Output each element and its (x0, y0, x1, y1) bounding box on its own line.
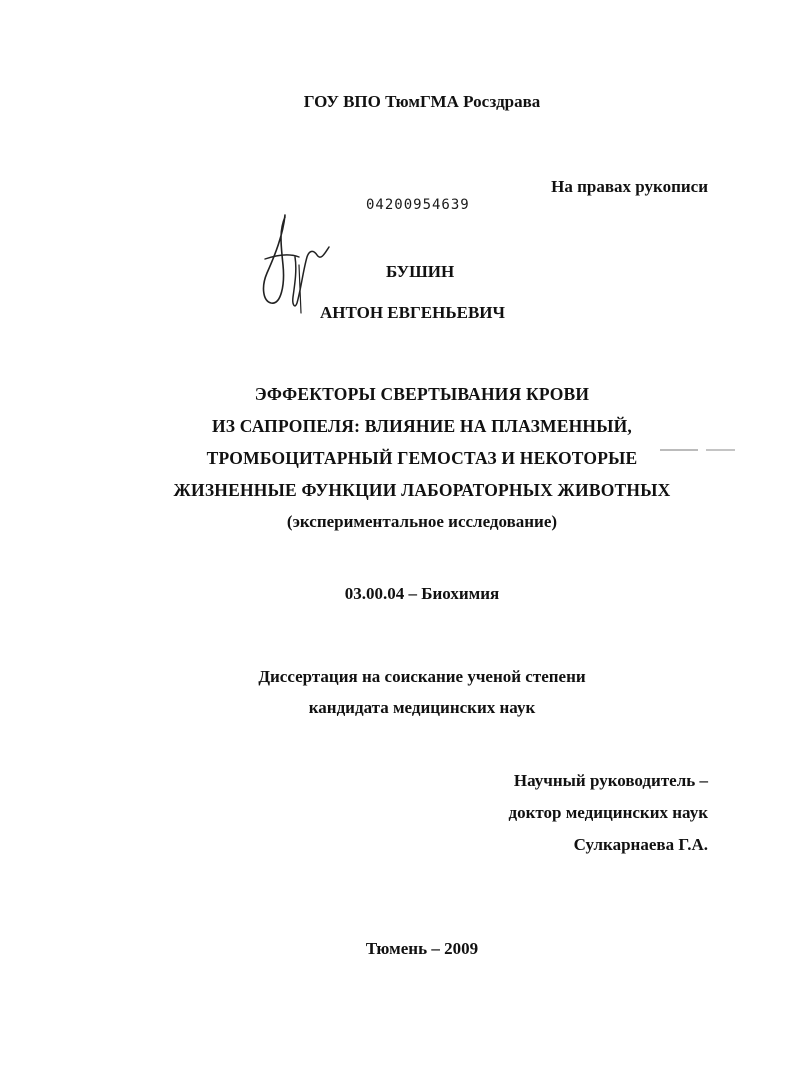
rights-notice: На правах рукописи (551, 177, 708, 196)
degree-line-2: кандидата медицинских наук (308, 698, 536, 717)
supervisor-name: Сулкарнаева Г.А. (573, 835, 708, 854)
title-line-1: ЭФФЕКТОРЫ СВЕРТЫВАНИЯ КРОВИ (254, 384, 590, 404)
supervisor-role: Научный руководитель – (513, 771, 708, 790)
degree-line-1: Диссертация на соискание ученой степени (258, 667, 586, 686)
supervisor-degree: доктор медицинских наук (508, 803, 708, 822)
specialty-code: 03.00.04 – Биохимия (344, 584, 500, 603)
scan-dash-mark (660, 447, 735, 453)
title-line-3: ТРОМБОЦИТАРНЫЙ ГЕМОСТАЗ И НЕКОТОРЫЕ (206, 448, 638, 468)
place-and-year: Тюмень – 2009 (365, 939, 479, 958)
author-given-names: АНТОН ЕВГЕНЬЕВИЧ (320, 303, 505, 322)
archive-stamp-number: 04200954639 (366, 197, 470, 213)
handwritten-signature (255, 205, 335, 315)
title-line-4: ЖИЗНЕННЫЕ ФУНКЦИИ ЛАБОРАТОРНЫХ ЖИВОТНЫХ (173, 480, 671, 500)
author-surname: БУШИН (386, 262, 455, 281)
subtitle: (экспериментальное исследование) (286, 512, 558, 531)
organization-name: ГОУ ВПО ТюмГМА Росздрава (303, 92, 541, 111)
title-line-2: ИЗ САПРОПЕЛЯ: ВЛИЯНИЕ НА ПЛАЗМЕННЫЙ, (211, 416, 632, 436)
